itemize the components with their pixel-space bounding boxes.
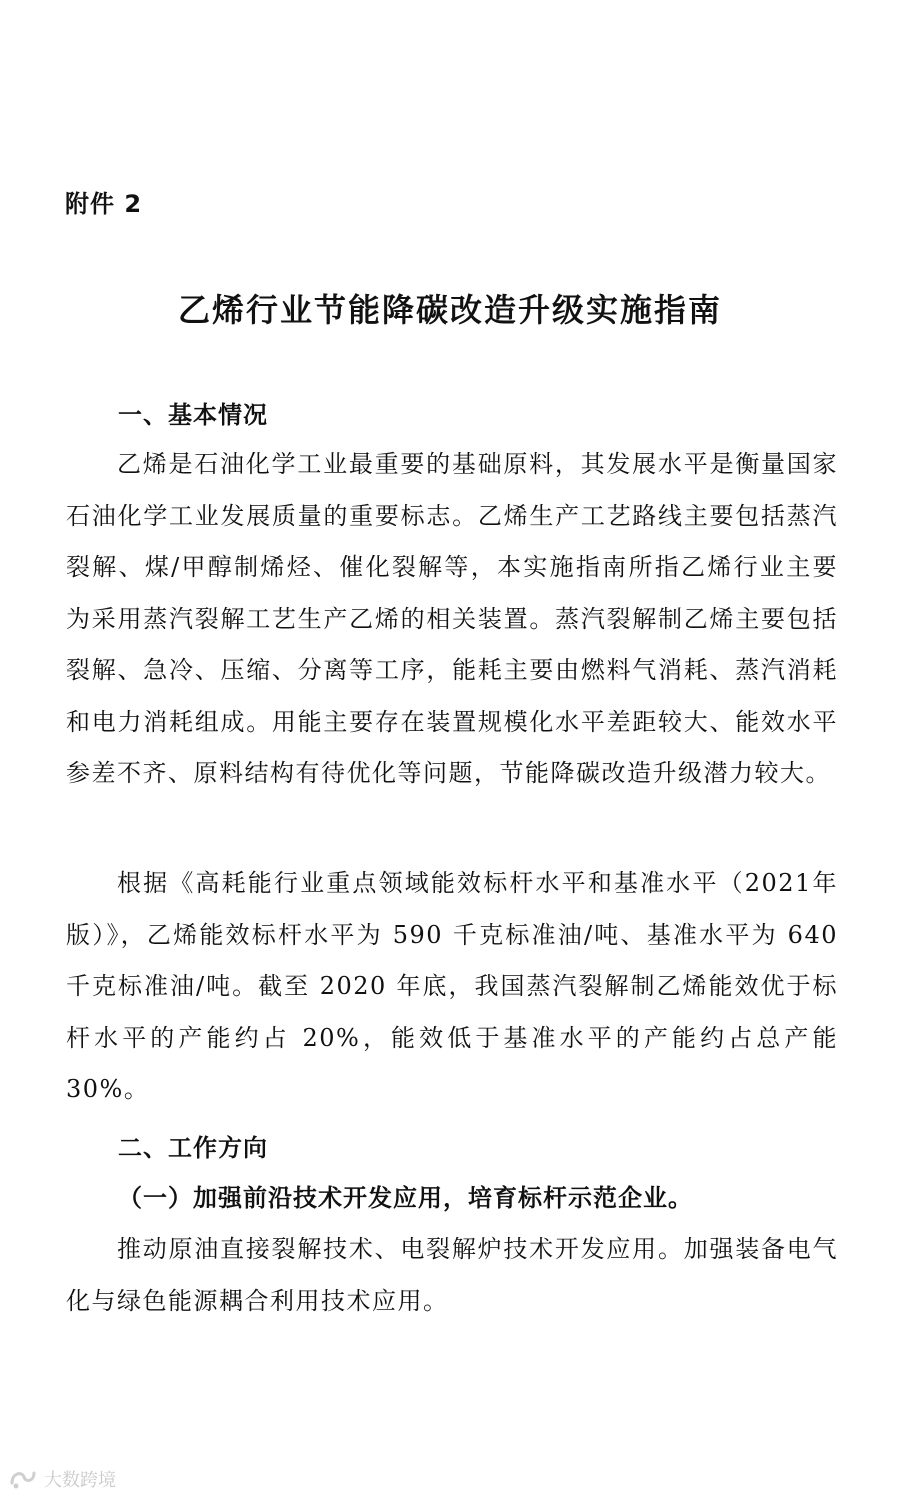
paragraph-work-direction-1: 推动原油直接裂解技术、电裂解炉技术开发应用。加强装备电气化与绿色能源耦合利用技术应用。 [66,1235,838,1315]
watermark-logo-icon [8,1467,38,1491]
section-heading-work-direction: 二、工作方向 [118,1134,268,1162]
subsection-heading-frontier-tech: （一）加强前沿技术开发应用，培育标杆示范企业。 [118,1183,693,1212]
document-title: 乙烯行业节能降碳改造升级实施指南 [177,291,722,329]
watermark-text: 大数跨境 [44,1470,116,1491]
attachment-label: 附件 2 [65,190,143,218]
section-heading-basic-situation: 一、基本情况 [118,401,268,429]
watermark [8,1466,116,1492]
paragraph-basic-situation-1: 乙烯是石油化学工业最重要的基础原料，其发展水平是衡量国家石油化学工业发展质量的重要标志。乙烯生产工艺路线主要包括蒸汽裂解、煤/甲醇制烯烃、催化裂解等，本实施指南所指乙烯行业主要为采用蒸汽裂解工艺生产乙烯的相关装置。蒸汽裂解制乙烯主要包括裂解、急冷、压缩、分离等工序，能耗主要由燃料气消耗、蒸汽消耗和电力消耗组成。用能主要存在装置规模化水平差距较大、能效水平参差不齐、原料结构有待优化等问题，节能降碳改造升级潜力较大。 [66,450,838,787]
paragraph-basic-situation-2: 根据《高耗能行业重点领域能效标杆水平和基准水平（2021年版）》，乙烯能效标杆水平为 590 千克标准油/吨、基准水平为 640 千克标准油/吨。截至 2020 年底，我国蒸汽裂解制乙烯能效优于标杆水平的产能约占 20%，能效低于基准水平的产能约占总产能 30%。 [66,869,838,1103]
